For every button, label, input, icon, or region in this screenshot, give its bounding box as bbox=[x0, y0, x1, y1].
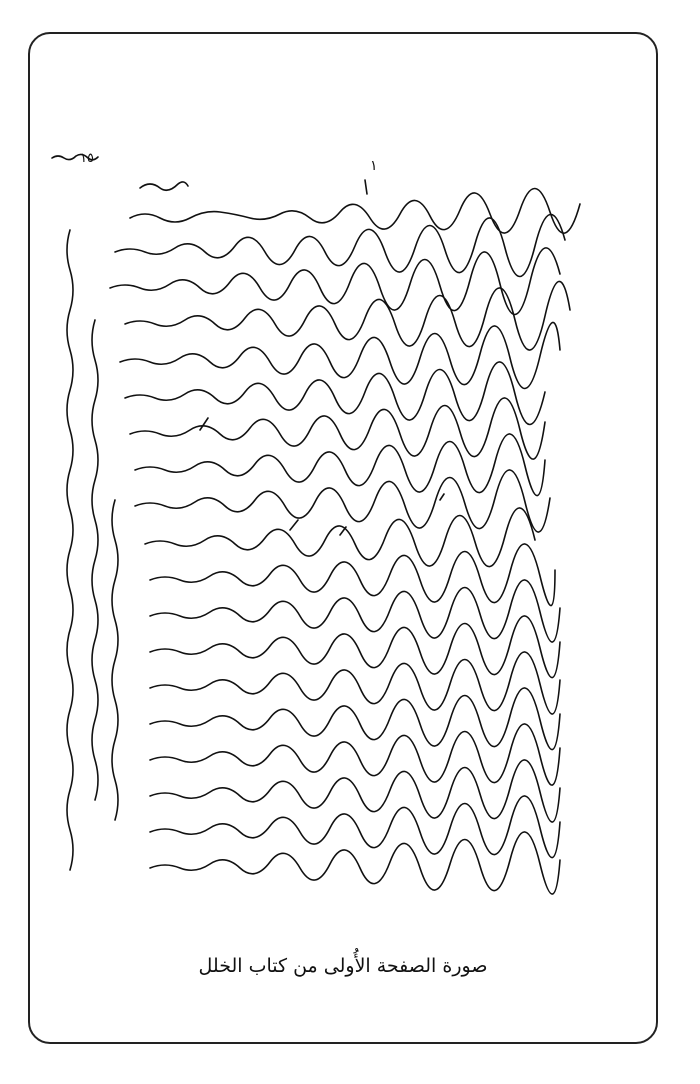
figure-caption: صورة الصفحة الأُولى من كتاب الخلل bbox=[198, 955, 488, 977]
manuscript-image bbox=[40, 140, 660, 900]
top-note-text: ١٥ bbox=[80, 151, 94, 166]
page-number-mark bbox=[365, 180, 367, 194]
manuscript-handwriting bbox=[40, 140, 660, 900]
handwriting-strokes bbox=[52, 154, 580, 894]
page-number-text: ١ bbox=[370, 158, 378, 174]
